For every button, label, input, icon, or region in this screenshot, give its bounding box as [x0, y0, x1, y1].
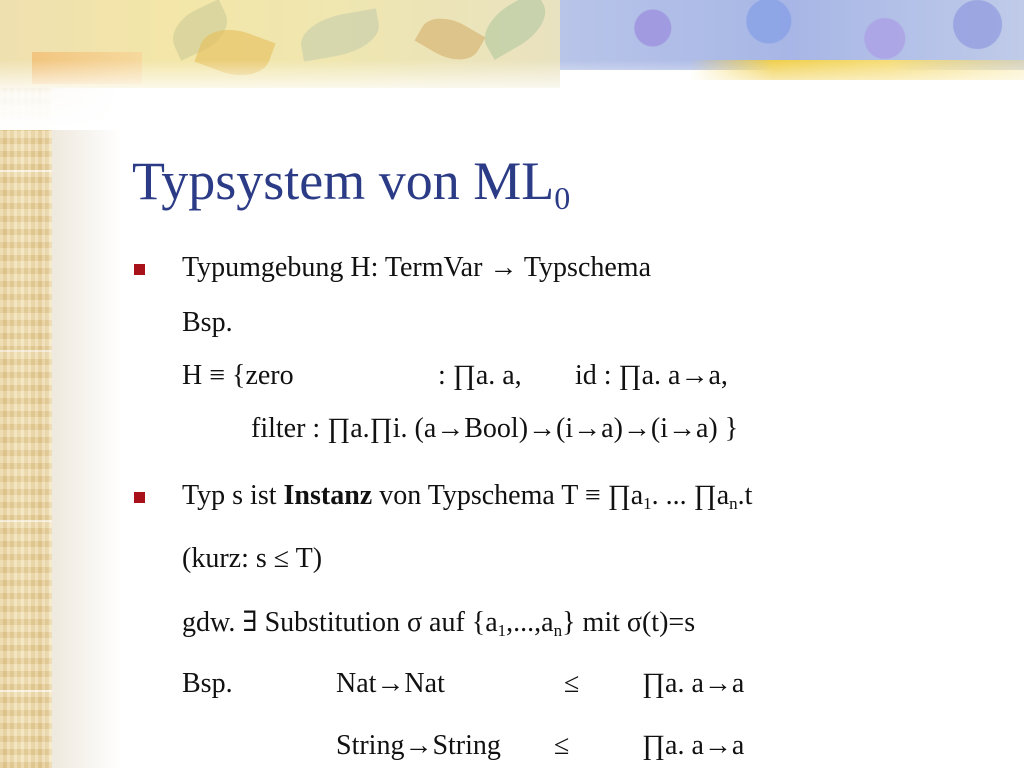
bullet2-line1 [182, 480, 752, 514]
env-id-type: id : ∏a. a→a, [575, 360, 728, 391]
gdw-mid: ,...,a [506, 607, 554, 638]
bullet2-line3 [182, 605, 695, 641]
example-type: String→String [336, 730, 501, 761]
bullet-marker [134, 264, 145, 275]
subscript: 1 [643, 494, 652, 513]
slide-title-text: Typsystem von ML [132, 151, 555, 211]
instanz-end: .t [737, 480, 753, 511]
bullet1-line1: Typumgebung H: TermVar → Typschema [182, 252, 651, 283]
instanz-term: Instanz [283, 480, 373, 511]
subscript: n [553, 621, 563, 640]
subscript: n [729, 494, 738, 513]
instanz-post: von Typschema T ≡ ∏a [372, 480, 644, 511]
example-relation: ≤ [554, 730, 570, 761]
example-schema: ∏a. a→a [642, 730, 745, 761]
instanz-pre: Typ s ist [182, 480, 284, 511]
bullet-marker [134, 492, 145, 503]
gdw-end: } mit σ(t)=s [562, 607, 696, 638]
bullet1-line2: Bsp. [182, 307, 233, 338]
env-start: H ≡ {zero [182, 360, 294, 391]
example-row-2 [336, 730, 744, 762]
example-label: Bsp. [182, 668, 233, 699]
example-row-1 [182, 668, 744, 700]
example-type: Nat→Nat [336, 668, 445, 699]
gdw-pre: gdw. ∃ Substitution σ auf {a [182, 607, 498, 638]
bullet1-line4: filter : ∏a.∏i. (a→Bool)→(i→a)→(i→a) } [251, 413, 739, 444]
env-zero-type: : ∏a. a, [438, 360, 522, 391]
example-relation: ≤ [564, 668, 580, 699]
subscript: 1 [497, 621, 507, 640]
instanz-mid: . ... ∏a [651, 480, 730, 511]
example-schema: ∏a. a→a [642, 668, 745, 699]
slide-title-subscript: 0 [554, 180, 571, 216]
bullet2-line2: (kurz: s ≤ T) [182, 543, 323, 574]
bullet1-line3 [182, 360, 728, 392]
